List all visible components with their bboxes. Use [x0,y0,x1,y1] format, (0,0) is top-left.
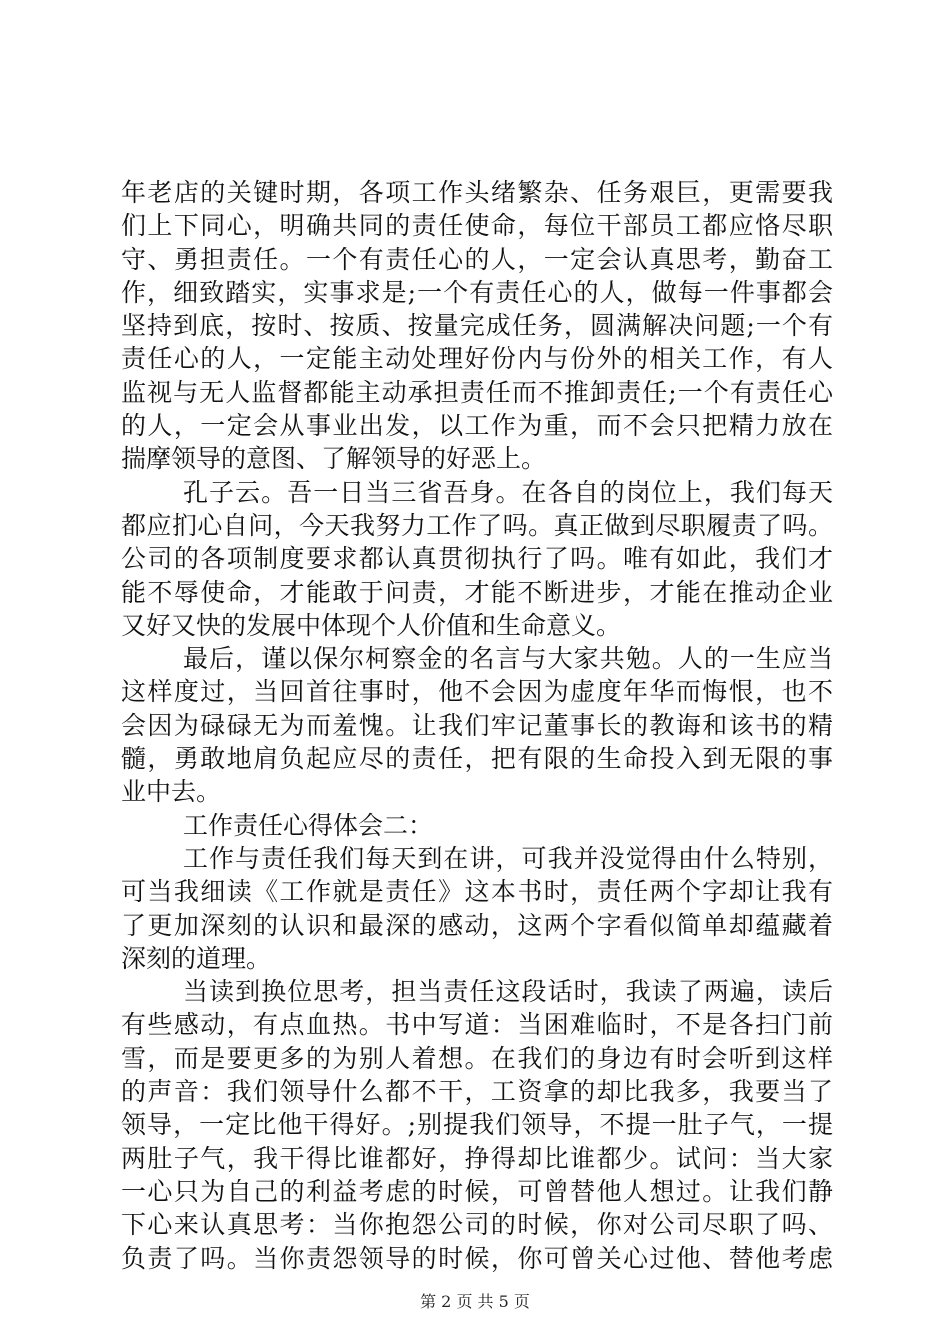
text-line: 又好又快的发展中体现个人价值和生命意义。 [121,610,622,640]
text-line: 深刻的道理。 [121,943,272,973]
text-line: 这样度过，当回首往事时，他不会因为虚度年华而悔恨，也不 [121,677,833,707]
text-line: 揣摩领导的意图、了解领导的好恶上。 [121,444,547,474]
text-line: 工作与责任我们每天到在讲，可我并没觉得由什么特别， [183,843,833,873]
text-line: 了更加深刻的认识和最深的感动，这两个字看似简单却蕴藏着 [121,910,833,940]
text-line: 下心来认真思考：当你抱怨公司的时候，你对公司尽职了吗、 [121,1210,833,1240]
text-line: 守、勇担责任。一个有责任心的人，一定会认真思考，勤奋工 [121,244,833,274]
text-line: 责任心的人，一定能主动处理好份内与份外的相关工作，有人 [121,344,833,374]
text-line: 坚持到底，按时、按质、按量完成任务，圆满解决问题;一个有 [121,311,833,341]
text-line: 孔子云。吾一日当三省吾身。在各自的岗位上，我们每天 [183,477,833,507]
text-line: 会因为碌碌无为而羞愧。让我们牢记董事长的教诲和该书的精 [121,710,833,740]
text-line: 负责了吗。当你责怨领导的时候，你可曾关心过他、替他考虑 [121,1243,833,1273]
page-footer: 第 2 页 共 5 页 [420,1292,530,1311]
text-line: 一心只为自己的利益考虑的时候，可曾替他人想过。让我们静 [121,1176,833,1206]
text-line: 监视与无人监督都能主动承担责任而不推卸责任;一个有责任心 [121,377,833,407]
text-line: 最后，谨以保尔柯察金的名言与大家共勉。人的一生应当 [183,644,833,674]
text-line: 们上下同心，明确共同的责任使命，每位干部员工都应恪尽职 [121,211,833,241]
text-line: 都应扪心自问，今天我努力工作了吗。真正做到尽职履责了吗。 [121,510,833,540]
text-line: 的人，一定会从事业出发，以工作为重，而不会只把精力放在 [121,411,833,441]
document-body [121,176,833,1275]
text-line: 有些感动，有点血热。书中写道：当困难临时，不是各扫门前 [121,1010,833,1040]
text-line: 业中去。 [121,777,222,807]
text-line: 雪，而是要更多的为别人着想。在我们的身边有时会听到这样 [121,1043,833,1073]
text-line: 公司的各项制度要求都认真贯彻执行了吗。唯有如此，我们才 [121,544,833,574]
text-line: 能不辱使命，才能敢于问责，才能不断进步，才能在推动企业 [121,577,833,607]
text-line: 当读到换位思考，担当责任这段话时，我读了两遍，读后 [183,977,833,1007]
text-line: 髓，勇敢地肩负起应尽的责任，把有限的生命投入到无限的事 [121,744,833,774]
text-line: 年老店的关键时期，各项工作头绪繁杂、任务艰巨，更需要我 [121,178,833,207]
text-line: 可当我细读《工作就是责任》这本书时，责任两个字却让我有 [121,877,833,907]
text-line: 作，细致踏实，实事求是;一个有责任心的人，做每一件事都会 [121,277,833,307]
text-line: 两肚子气，我干得比谁都好，挣得却比谁都少。试问：当大家 [121,1143,833,1173]
text-line: 领导，一定比他干得好。;别提我们领导，不提一肚子气，一提 [121,1110,833,1140]
text-line: 的声音：我们领导什么都不干，工资拿的却比我多，我要当了 [121,1077,833,1107]
text-line: 工作责任心得体会二： [183,810,434,840]
